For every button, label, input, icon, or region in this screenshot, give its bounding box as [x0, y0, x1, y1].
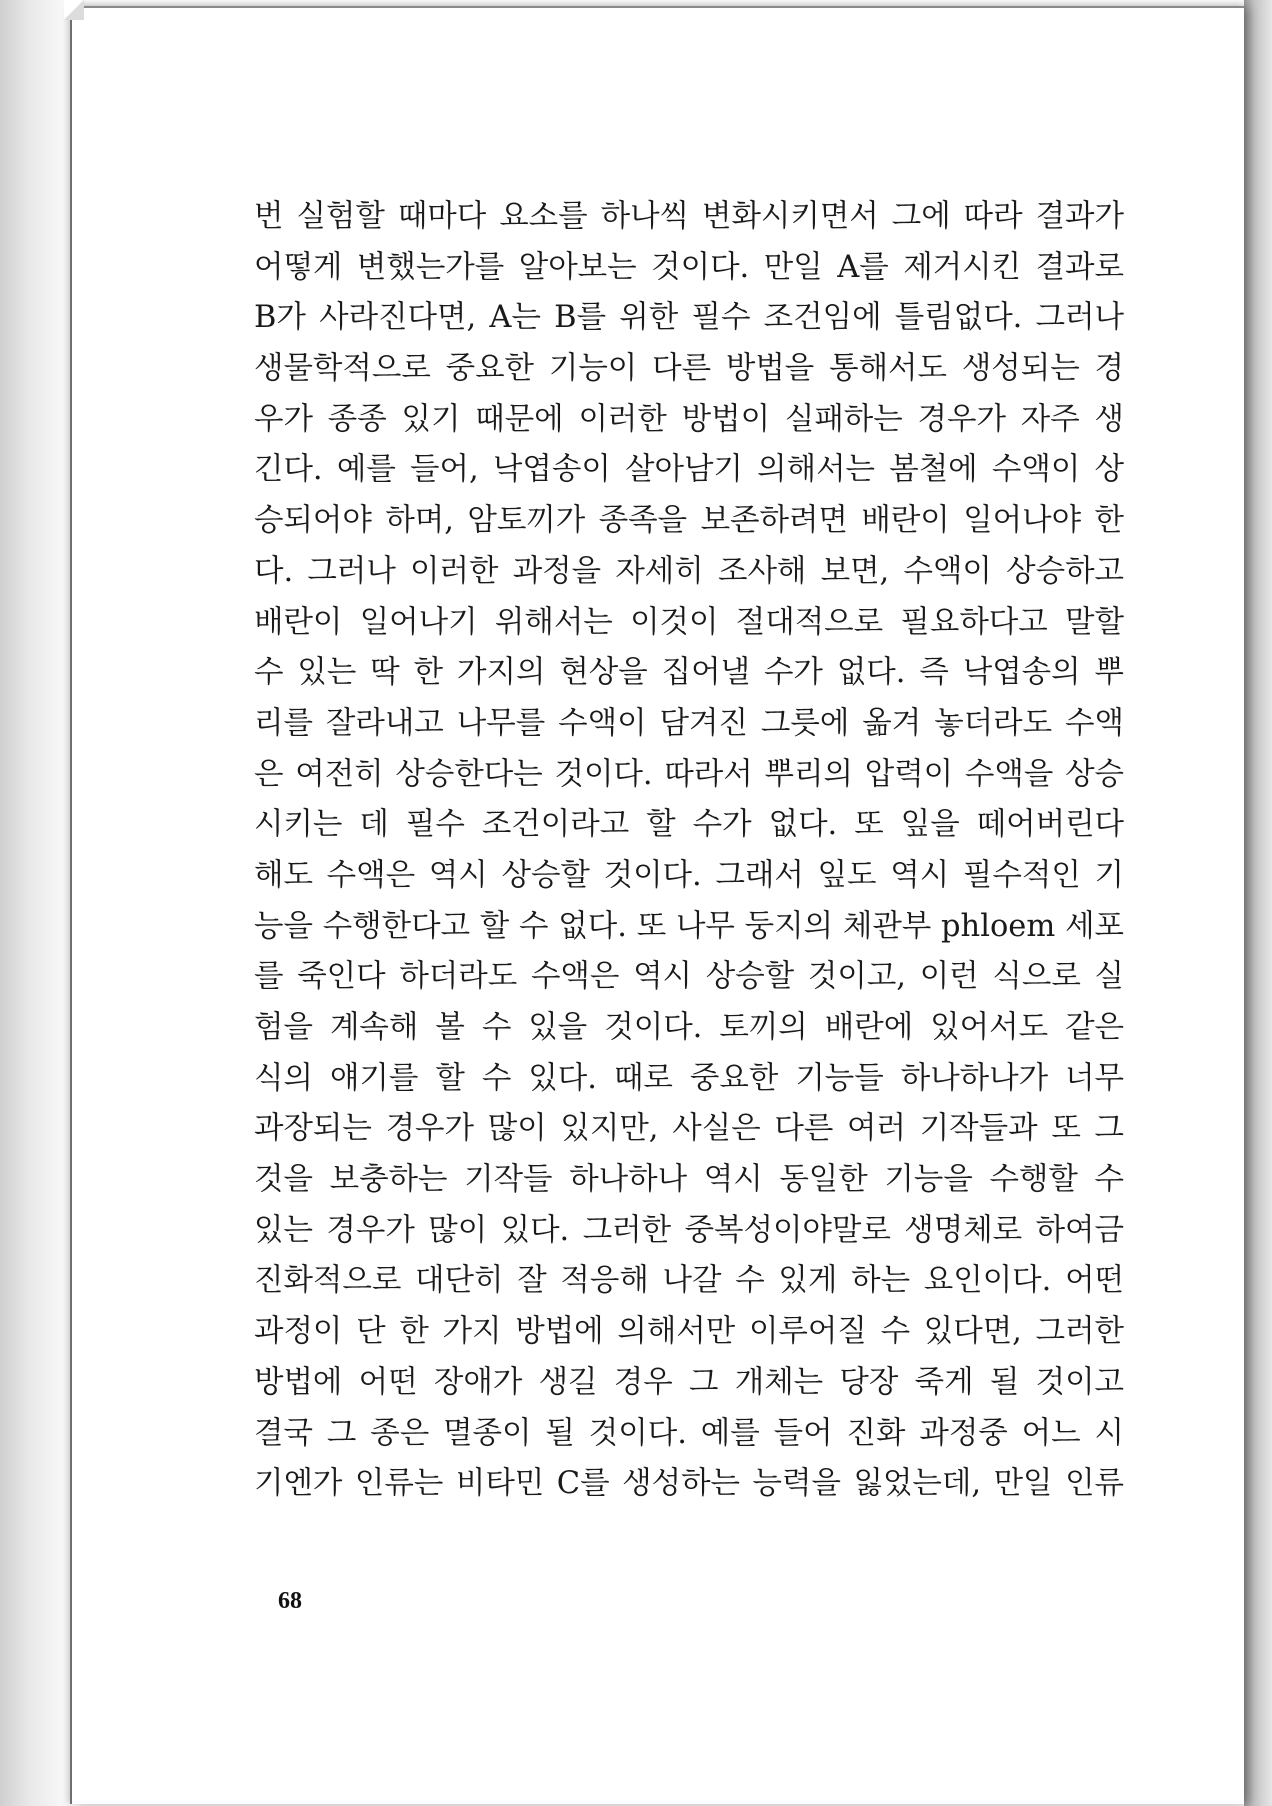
text-line: 리를 잘라내고 나무를 수액이 담겨진 그릇에 옮겨 놓더라도 수액	[254, 705, 1124, 741]
text-line: 해도 수액은 역시 상승할 것이다. 그래서 잎도 역시 필수적인 기	[254, 857, 1124, 893]
text-line: 은 여전히 상승한다는 것이다. 따라서 뿌리의 압력이 수액을 상승	[254, 756, 1124, 792]
text-line: 있는 경우가 많이 있다. 그러한 중복성이야말로 생명체로 하여금	[254, 1212, 1124, 1248]
text-line: 를 죽인다 하더라도 수액은 역시 상승할 것이고, 이런 식으로 실	[254, 959, 1124, 995]
text-line: 생물학적으로 중요한 기능이 다른 방법을 통해서도 생성되는 경	[254, 351, 1124, 387]
book-edge-shadow	[1244, 0, 1272, 1806]
text-line: B가 사라진다면, A는 B를 위한 필수 조건임에 틀림없다. 그러나	[254, 300, 1124, 336]
text-line: 배란이 일어나기 위해서는 이것이 절대적으로 필요하다고 말할	[254, 604, 1124, 640]
page-number: 68	[278, 1588, 302, 1614]
text-line: 시키는 데 필수 조건이라고 할 수가 없다. 또 잎을 떼어버린다	[254, 807, 1124, 843]
text-line: 결국 그 종은 멸종이 될 것이다. 예를 들어 진화 과정중 어느 시	[254, 1415, 1124, 1451]
text-line: 진화적으로 대단히 잘 적응해 나갈 수 있게 하는 요인이다. 어떤	[254, 1263, 1124, 1299]
text-line: 것을 보충하는 기작들 하나하나 역시 동일한 기능을 수행할 수	[254, 1162, 1124, 1198]
text-line: 과장되는 경우가 많이 있지만, 사실은 다른 여러 기작들과 또 그	[254, 1111, 1124, 1147]
text-line: 수 있는 딱 한 가지의 현상을 집어낼 수가 없다. 즉 낙엽송의 뿌	[254, 655, 1124, 691]
text-line: 다. 그러나 이러한 과정을 자세히 조사해 보면, 수액이 상승하고	[254, 553, 1124, 589]
text-line: 과정이 단 한 가지 방법에 의해서만 이루어질 수 있다면, 그러한	[254, 1314, 1124, 1350]
page-corner	[64, 0, 84, 20]
text-line: 긴다. 예를 들어, 낙엽송이 살아남기 의해서는 봄철에 수액이 상	[254, 452, 1124, 488]
text-line: 기엔가 인류는 비타민 C를 생성하는 능력을 잃었는데, 만일 인류	[254, 1466, 1124, 1502]
text-line: 승되어야 하며, 암토끼가 종족을 보존하려면 배란이 일어나야 한	[254, 503, 1124, 539]
book-spine-shadow	[0, 0, 78, 1806]
text-line: 식의 얘기를 할 수 있다. 때로 중요한 기능들 하나하나가 너무	[254, 1060, 1124, 1096]
text-line: 어떻게 변했는가를 알아보는 것이다. 만일 A를 제거시킨 결과로	[254, 249, 1124, 285]
text-line: 험을 계속해 볼 수 있을 것이다. 토끼의 배란에 있어서도 같은	[254, 1010, 1124, 1045]
body-text	[254, 192, 1124, 1510]
text-line: 능을 수행한다고 할 수 없다. 또 나무 둥지의 체관부 phloem 세포	[254, 908, 1124, 944]
text-line: 우가 종종 있기 때문에 이러한 방법이 실패하는 경우가 자주 생	[254, 401, 1124, 437]
text-line: 방법에 어떤 장애가 생길 경우 그 개체는 당장 죽게 될 것이고	[254, 1364, 1124, 1400]
text-line: 번 실험할 때마다 요소를 하나씩 변화시키면서 그에 따라 결과가	[254, 199, 1124, 234]
